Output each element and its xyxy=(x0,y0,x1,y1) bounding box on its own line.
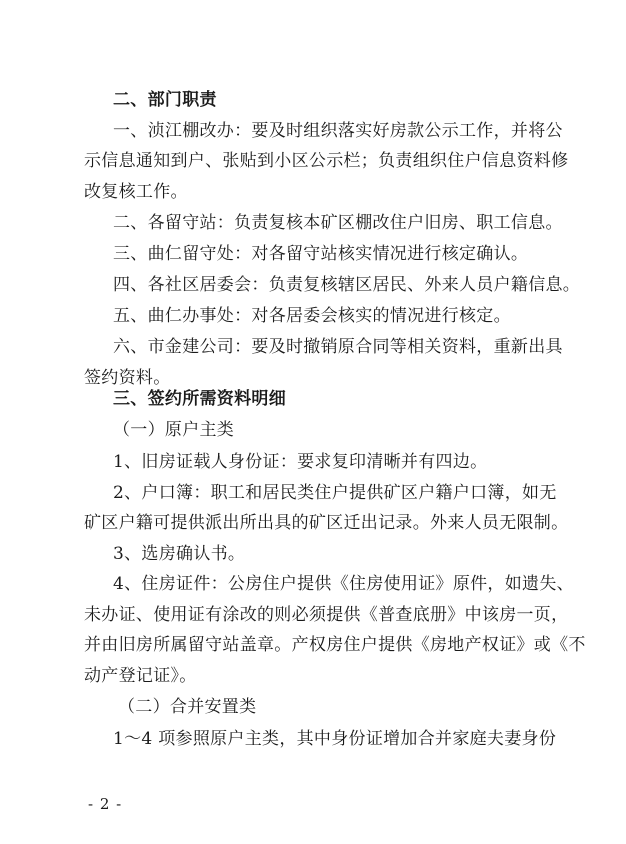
paragraph-line: 矿区户籍可提供派出所出具的矿区迁出记录。外来人员无限制。 xyxy=(84,513,569,533)
paragraph-line: 签约资料。 xyxy=(84,368,171,388)
subsection-heading-merged-settlement: （二）合并安置类 xyxy=(118,697,257,717)
paragraph-line: 二、各留守站：负责复核本矿区棚改住户旧房、职工信息。 xyxy=(113,213,563,233)
paragraph-line: 2、户口簿：职工和居民类住户提供矿区户籍户口簿，如无 xyxy=(113,483,557,503)
paragraph-line: 3、选房确认书。 xyxy=(113,544,246,564)
paragraph-line: 4、住房证件：公房住户提供《住房使用证》原件，如遗失、 xyxy=(113,574,574,594)
paragraph-line: 三、曲仁留守处：对各留守站核实情况进行核定确认。 xyxy=(113,244,529,264)
paragraph-line: 一、浈江棚改办：要及时组织落实好房款公示工作，并将公 xyxy=(113,121,563,141)
paragraph-line: 六、市金建公司：要及时撤销原合同等相关资料，重新出具 xyxy=(113,337,563,357)
paragraph-line: 示信息通知到户、张贴到小区公示栏；负责组织住户信息资料修 xyxy=(84,151,569,171)
section-heading-signing-materials: 三、签约所需资料明细 xyxy=(113,389,286,409)
paragraph-line: 1、旧房证载人身份证：要求复印清晰并有四边。 xyxy=(113,452,488,472)
section-heading-department-duties: 二、部门职责 xyxy=(113,90,217,110)
paragraph-line: 五、曲仁办事处：对各居委会核实的情况进行核定。 xyxy=(113,306,511,326)
page-number: - 2 - xyxy=(88,795,123,813)
paragraph-line: 改复核工作。 xyxy=(84,182,188,202)
subsection-heading-original-owner: （一）原户主类 xyxy=(113,420,235,440)
paragraph-line: 未办证、使用证有涂改的则必须提供《普查底册》中该房一页， xyxy=(84,605,569,625)
paragraph-line: 四、各社区居委会：负责复核辖区居民、外来人员户籍信息。 xyxy=(113,275,581,295)
paragraph-line: 1～4 项参照原户主类，其中身份证增加合并家庭夫妻身份 xyxy=(113,729,557,749)
paragraph-line: 动产登记证》。 xyxy=(84,666,197,686)
paragraph-line: 并由旧房所属留守站盖章。产权房住户提供《房地产权证》或《不 xyxy=(84,635,586,655)
